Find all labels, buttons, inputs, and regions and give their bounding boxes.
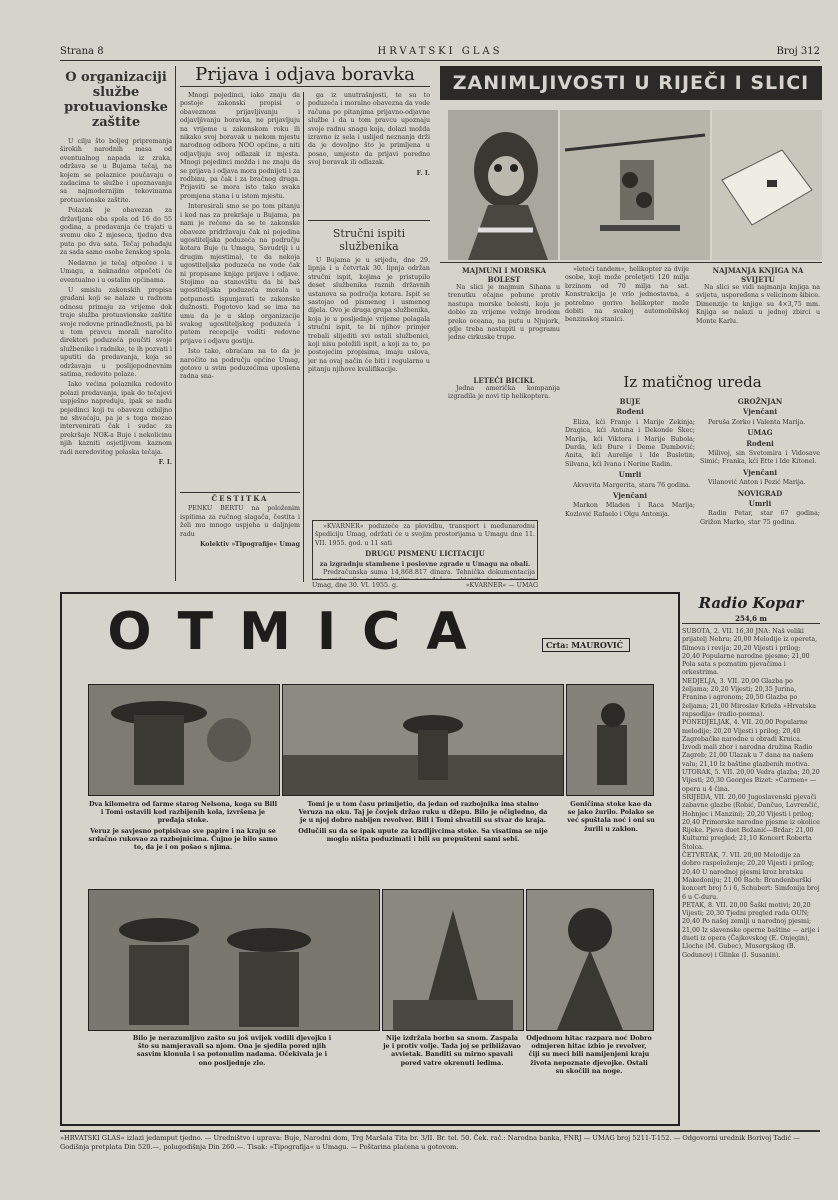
caption-text: Odlučili su da se ipak uputе za kradljivcima stoke. Sa visatima se nije moglo ništa poduzimati i bili su prepušteni sami sebi. [298, 826, 548, 843]
radio-day: SUBOTA, 2. VII. 16,30 JNA: Naš veliki prijatelj Nehru; 20,00 Melodije iz opereta, filmova i revija; 20,20 Vijesti i prilog; 20,40 Popularne narodne pjesme; 21,00 Pola sata s poznatim pjevačima i orkestrima. [682, 628, 818, 677]
article-signature: F. I. [158, 459, 172, 467]
radio-schedule [682, 628, 820, 1126]
article-paragraph: U Bujama je u srijedu, dne 29. lipnja i u četvrtak 30. lipnja održan stručni ispit, kojima je pristupilo deset službenika raznih državnih ustanova sa područja kotara. Ispit se sastojao od pismenog i usmenog dijela. Ovo je druga grupa službenika, koja je u posljednje vrijeme polagala stručni ispit, te bi njihov primjer trebali slijediti svi ostali službenici, koji nisu položili ispit, a koji za to, po postojećim propisima, imaju uslova, jer na ovaj način će biti i regularno u pitanju njihove kvalifikacije. [308, 257, 430, 374]
ad-subtitle: za izgradnju stambene i poslovne zgrade u Umagu na obali. [319, 560, 531, 568]
maticni-entry: Radin Petar, star 67 godina; Grižon Marko, star 75 godina. [700, 510, 820, 526]
comic-caption [298, 800, 548, 843]
maticni-heading: GROŽNJAN [737, 397, 783, 406]
comic-panel-4 [88, 889, 380, 1031]
cestitka-text: PENKU BERTU na položenim ispitima za ručnog slagača, čestita i želi mu mnogo uspjeha u daljnjem radu [180, 505, 300, 538]
article-paragraph: Interesirali smo se po tom pitanju i kod nas za prekršaje u Bujama, pa nam je rečeno da se te zakonske obaveze pridržavaju čak ni pojedina ugostiteljska poduzeća na području kotara Buje (u Umagu, Savudriji i u drugim mjestima), te da nekoja ugostiteljska poduzeća ne vode čak ni propisane knjige prijave i odjave. Stojimo na stanovištu da bi baš ugostiteljska poduzeća morala u potpunosti ispunjavati te zakonske dužnosti. Pogotovo kad se ima na umu da je u sklop organizacije svakog ugostiteljskog poduzeća i putem recepcije voditi redovne prijave i odjavu gostiju. [180, 203, 300, 345]
maticni-heading: Vjenčani [742, 407, 778, 417]
smallest-book-photo [712, 110, 822, 260]
article-leteci-bicikl [448, 376, 560, 456]
caption-text: Nije izdržala borbu sa snom. Zaspala je i protiv volje. Tada joj se pribiižavao avvietak. Banditi su mirno spavali pored vatre okrenuti ledima. [383, 1034, 521, 1067]
radio-day: PONEDJELJAK, 4. VII. 20,00 Popularne melodije; 20,20 Vijesti i prilog; 20,40 Zagrebačke narodne u obradi Krnica. Izvodi mali zbor i narodna družina Radio Zagreb; 21,00 Ulazak u 7 dana na našem valu; 21,10 Iz baštine glazbenih motiva. [682, 719, 814, 768]
issue-number: Broj 312 [776, 46, 820, 57]
ad-title: DRUGU PISMENU LICITACIJU [365, 549, 485, 559]
comic-caption [566, 800, 656, 833]
maticni-heading: Rođeni [616, 407, 644, 417]
article-title: Prijava i odjava boravka [180, 64, 430, 87]
panel-illustration [567, 685, 653, 795]
article-paragraph: Nedavno je tečaj otpočeo i u Umagu, a naknadno otpočeti će eventualno i u ostalim općinama. [60, 259, 172, 284]
monkey-illustration [448, 110, 558, 260]
ad-text: »KVARNER« poduzeće za plovidbu, transport i međunarodnu špediciju Umag, održati će u svojim prostorijama u Umagu dne 11. VII. 1955. god. u 11 sati [315, 523, 535, 547]
comic-caption [526, 1034, 652, 1075]
comic-caption [88, 800, 278, 851]
kvarner-advertisement [312, 520, 538, 580]
comic-otmica [60, 592, 680, 1126]
masthead: HRVATSKI GLAS [377, 46, 503, 57]
article-strucni-ispiti [308, 220, 430, 551]
column-divider [175, 66, 176, 581]
article-protuavionska [60, 66, 172, 586]
article-paragraph: Mnogi pojedinci, iako znaju da postoje zakonski propisi o obaveznom prijavljivanju i odjavljivanju boravka, ne prijavljuju na vrijeme u zakonskom roku ili nikako svoj boravak u nekom mjestu narodnog odbora NOO općine, a niti odjavljuju svoj odlazak iz mjesta. Mnogi pojedinci možda i ne znaju da se prijava i odjava mora podnijeti i za rodbinu, pa čak i za bračnog druga. Prijaviti se mora isto tako svaka promjena stana i u istom mjestu. [180, 92, 300, 200]
comic-caption [382, 1034, 522, 1067]
panel-illustration [283, 685, 563, 795]
radio-day: PETAK, 8. VII. 20,00 Šaški motivi; 20,20 Vijesti; 20,30 Tjedni pregled rada OUN; 20,40 Po našoj zemlji u narodnoj pjesmi; 21,00 Iz slavenske operne baštine — arije i dueti iz opera (Čajkovskog (E. Onjegin), Lloche (M. Gubec), Musorgskog (B. Godunov) i Glinke (I. Susanin). [682, 901, 820, 959]
maticni-heading: UMAG [747, 428, 773, 438]
panel-illustration [383, 890, 523, 1030]
ad-text: Predračunska suma 14,868.817 dinara. Tehnička dokumentacija [323, 569, 535, 577]
ad-footer [312, 582, 538, 592]
article-paragraph: Na slici se vidi najmanja knjiga na svijetu, uspoređena s velicinom šibice. Dimenzije te knjige su 4×3,75 mm. Knjiga se nalazi u jednoj zbirci u Monte Karlu. [696, 284, 820, 325]
maticni-heading: Vjenčani [742, 467, 778, 477]
comic-author: Crta: MAUROVIĆ [542, 638, 630, 652]
comic-caption [132, 1034, 332, 1067]
maticni-entry: Markon Mladen i Raca Marija; Kozlović Rafaelo i Olgu Antonija. [565, 502, 695, 518]
comic-panel-6 [526, 889, 654, 1031]
article-paragraph: ga iz unutrašnjosti, te su to poduzeća i moralno obavezna da vode računa po pitanjima prijavno-odjavne službe i da u tom pravcu upoznaju svoje radnu snagu kojа, dolazi možda izravno iz sela i uslijed neznanja drži da je dovoljno što je primljena u posao, umjesto da prijavi poredno svoj boravak ili odlazak. [308, 92, 430, 167]
comic-panel-5 [382, 889, 524, 1031]
maticni-ured-title: Iz matičnog ureda [623, 373, 762, 391]
radio-title: Radio Kopar [698, 594, 804, 612]
caption-text: Dva kilometra od farme starog Nelsona, koga su Bill i Tomi ostavili kod razbijenih kola, izvršena je pređaja stoke. [88, 800, 278, 825]
caption-text: Odjednom hitac razpara noć Dobro odmjeren hitac izbio je revolver, čiji su meci bili namijenjeni kraju života nepoznate djevojke. Ostali su skočili na noge. [526, 1034, 652, 1075]
article-title: Stručni ispiti službenika [332, 227, 406, 253]
maticni-right-column [700, 396, 820, 588]
ad-signature: »KVARNER« — UMAG [465, 582, 538, 589]
column-divider [303, 92, 304, 582]
maticni-entry: Akvavita Margerita, stara 76 godina. [573, 481, 691, 489]
comic-title: OTMICA [107, 602, 493, 662]
radio-day: UTORAK, 5. VII. 20,00 Vedra glazba; 20,20 Vijesti; 20,30 Georges Bizet: »Carmen« — opera u 4 čina. [682, 769, 820, 793]
maticni-heading: Vjenčani [612, 491, 648, 501]
article-majmuni [448, 266, 560, 374]
maticni-heading: Rođeni [746, 438, 774, 448]
page-number: Strana 8 [60, 46, 104, 57]
page-footer: »HRVATSKI GLAS« izlazi jedamput tjedno. — Uredništvo i uprava: Buje, Narodni dom, Trg Maršala Tita br. 3/II. Br. tel. 50. Ček. rač.: Narodna banka, FNRJ — UMAG broj 5211-T-152. — Odgovorni urednik Borivoj Tadić — Godišnja pretplata Din 520.—, polugodišnja Din 260.—. Tisak: »Tipografija« u Umagu. — Poštarina plaćena u gotovom. [60, 1130, 820, 1152]
article-title: LETEĆI BICIKL [473, 376, 535, 385]
article-prijava-col-b [308, 92, 430, 216]
page-header [60, 42, 820, 61]
ad-date: Umag, dne 30. VI. 1955. g. [312, 582, 398, 589]
radio-day: SRIJEDA, VII. 20,00 Jugoslavenski pjevači zabavne glazbe (Robić, Dančuo, Lavrenčić, Hohnjec i Manzini); 20,20 Vijesti i prilog; 20,40 Primorske narodne pjesme iz okolice Rijeke. Pjeva duet Božanić—Brdar; 21,00 Kulturni pregled; 21,10 Koncert Roberta Štolca. [682, 793, 820, 851]
caption-text: Goničima stoke kao da se jako žurilo. Polako se već spuštala noć i oni su žurili u zaklon. [567, 800, 655, 833]
article-signature: F. I. [416, 169, 430, 177]
maticni-left-column [565, 396, 695, 588]
article-prijava-col-a [180, 92, 300, 487]
divider [440, 262, 822, 263]
article-paragraph: U cilju što boljeg pripremanja širokih narodnih masa od eventualnog napada iz zraka, održava se u Bujama tečaj, na kojem se polaznice poučavaju o zadacima te službe i upoznavanju sa najmodernijim tekovinama protuavionske zaštite. [60, 138, 172, 204]
panel-illustration [89, 890, 379, 1030]
maticni-entry: Eliza, kći Franje i Marije Zekinja; Dragica, kći Antuna i Dekonde Škec; Marija, kći Viktora i Marije Bubola; Durda, kći Đure i Deme Dumbović; Anita, kći Aurelije i Ide Busletin; Silvana, kći Ivana i Nerine Radin. [565, 418, 695, 468]
caption-text: Veruz je savjesno potpisivao sve papire i na kraju se srdačno rukovao za razbojnicima. Čujno je bilo samo to, da je i on pošao s njima. [88, 826, 278, 852]
article-paragraph: Isto tako, obraćam na to da je naročito na području općine Umag, gotovo u svim poduzećima uposlena radna sna- [180, 348, 300, 381]
monkey-photo [448, 110, 558, 260]
cestitka-signature: Kolektiv »Tipografije« Umag [199, 541, 300, 549]
helicopter-illustration [560, 110, 710, 260]
maticni-entry: Milivoj, sin Svetomira i Vidosave Simić; Franka, kći Ette i Ide Kitonel. [700, 450, 820, 466]
panel-illustration [527, 890, 653, 1030]
article-title: NAJMANJA KNJIGA NA SVIJETU [712, 266, 804, 284]
article-najmanja-knjiga [696, 266, 820, 366]
radio-day: NEDJELJA, 3. VII. 20,00 Glazba po željama; 20,20 Vijesti; 20,35 Jurina, Franina i agronom; 20,50 Glazba po željama; 21,00 Miroslav Krleža »Hrvatska rapsodija« (radio-poema). [682, 677, 816, 718]
maticni-heading: Umrli [618, 470, 642, 480]
radio-day: ČETVRTAK, 7. VII. 20,00 Melodije za dobro raspoloženje; 20,20 Vijesti i prilog; 20,40 U narodnoj pjesmi kroz bratsku Makedoniju; 21,00 Bach: Brandenburški koncert broj 5 i 6, Schubert: Simfonija broj 6 u C-duru. [682, 852, 820, 901]
maticni-heading: NOVIGRAD [737, 488, 783, 498]
article-paragraph: Na slici je majmun Sihana u trenutku očajne pobune protiv nastupa morske bolesti, koju je dobio za vrijeme vožnje brodom preko oceana, na putu u Njujork, gdje treba nastupiti u programu jedne cirkuske trupe. [448, 284, 560, 342]
article-paragraph: U smislu zakonskih propisa građani koji se nalaze u radnom odnosu primaju za vrijeme dok traje služba protuavionske zaštite svoje redovne prinadležnosti, pa bi u tom pravcu morali naročito direktori poduzeća poučiti svoje službenike i radnike, te ih pozvati i uputiti da predavanja, koja se održavaju u poslijepodnevnim satima, redovito polaze. [60, 286, 172, 378]
maticni-heading: BUJE [619, 397, 641, 406]
article-paragraph: Iako većina polaznika redovito polazi predavanja, ipak do tečajevi uspješno napreduju, ipak se nađu pojedinci koji tu obavezu ozbiljno ne shvaćaju, pa je s toga mozao intervenirati čak i sudac za prekršaje NOK-a Buje i nekolicinu njih kazniti osjetljivom kaznom radi neredovitog polaska tečaja. [60, 381, 172, 456]
flying-bicycle-photo [560, 110, 710, 260]
maticni-entry: Peruša Zorko i Valenta Marija. [708, 418, 806, 426]
maticni-heading: Umrli [748, 499, 772, 509]
radio-frequency: 254,6 m [682, 614, 820, 624]
cestitka-notice [180, 492, 300, 585]
comic-panel-2 [282, 684, 564, 796]
caption-text: Bilo je nerazumljivo zašto su još uvijek vodili djevojku i što su namjeravali sa njom. Ona je sjedila pored njih sasvim klonula i sa potonulim nadama. Očekivala je i ono posljednje zlo. [132, 1034, 332, 1067]
caption-text: Tomi je u tom času primijetio, da jedan od razbojnika ima stalno Veruza na oku. Taj je čovjek držao ruku u džepu. Bilo je očigledno, da je u njoj dobro nabijen revolver. Bill i Tomi shvatili su stvar do kraja. [298, 800, 548, 825]
article-leteci-tandem [565, 266, 689, 366]
comic-panel-3 [566, 684, 654, 796]
article-title: MAJMUNI I MORSKA BOLEST [461, 266, 547, 284]
comic-panel-1 [88, 684, 280, 796]
cestitka-title: ČESTITKA [211, 494, 269, 503]
maticni-entry: Vilanović Anton i Pezić Marija. [708, 479, 806, 487]
article-title: O organizaciji službe protuavionske zaštite [64, 70, 168, 130]
article-paragraph: Polazak je obavezan za državljane oba spola od 16 do 55 godina, a predavanja će trajati u svemu oko 2 mjeseca, tjedno dva puta po dva sata. Tečaj pohađaju za sada samo osobe ženskog spola. [60, 207, 172, 257]
article-paragraph: Jedna američka kompanija izgradila je novi tip helikoptera. [448, 385, 560, 401]
article-paragraph: »leteći tandem«, helikopter za dvije osobe, koji može proletjeti 120 milja brzinom od 70 milja na sat. Konstrukcija je vrlo jednostavna, a potrebno gorivo helikopter može dobiti na svakoj automobilskoj benzinskoj stanici. [565, 266, 689, 324]
panel-illustration [89, 685, 279, 795]
book-illustration [712, 110, 822, 260]
zanimljivosti-banner: ZANIMLJIVOSTI U RIJEČI I SLICI [440, 66, 822, 100]
